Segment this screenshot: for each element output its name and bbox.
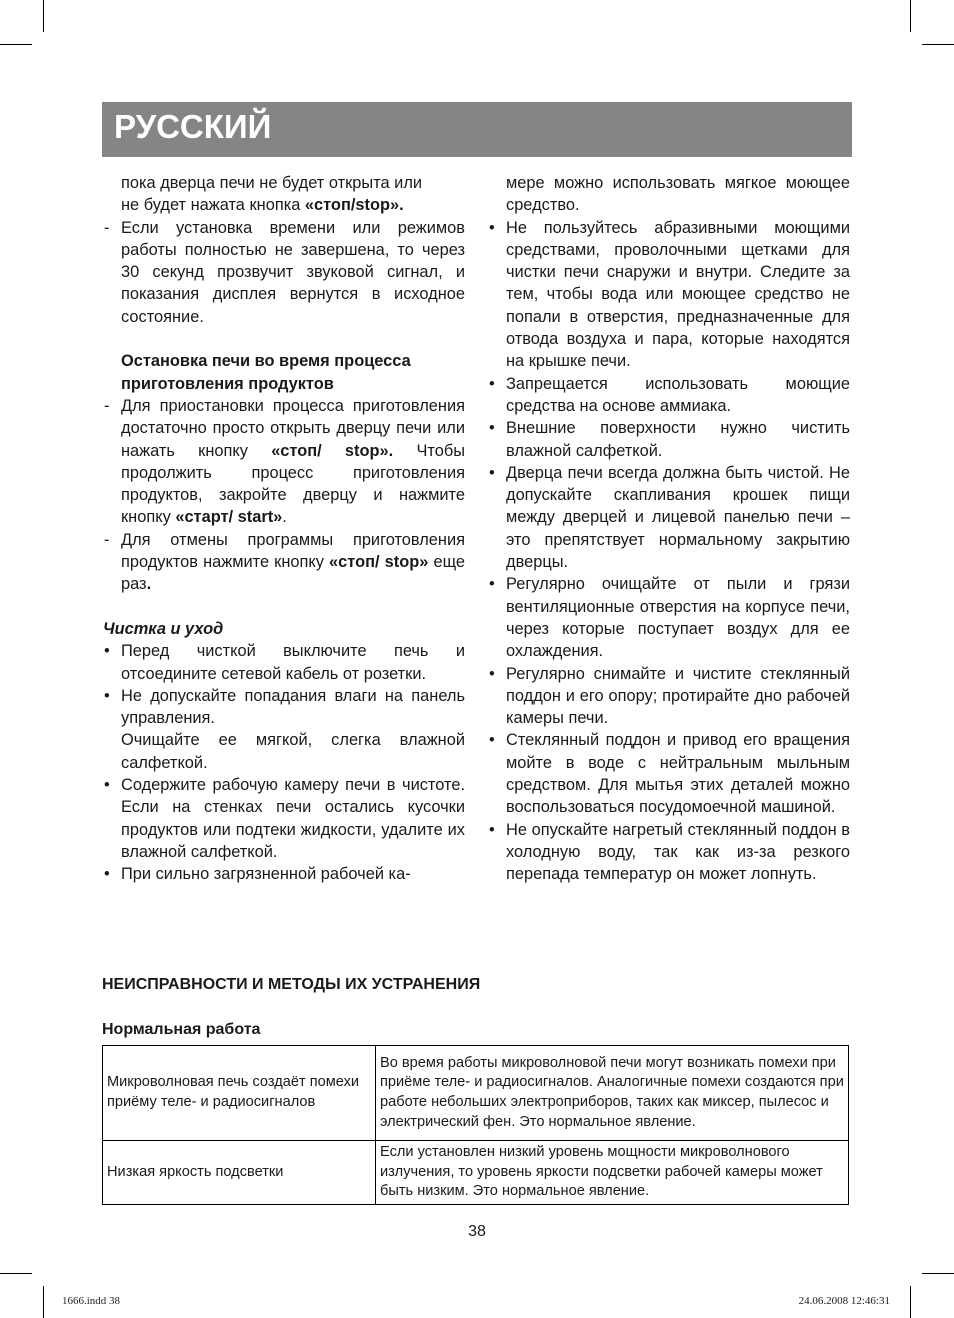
page-number: 38 [468,1223,486,1240]
crop-mark [910,0,911,32]
list-item: • Стеклянный поддон и привод его вращения мойте в воде с нейтральным мыльным средством. Для мытья этих деталей можно воспользоваться посудомоечной машиной. [489,731,850,817]
bullet-marker: • [489,463,495,482]
faults-table [102,1045,849,1205]
list-item: • Внешние поверхности нужно чистить влажной салфеткой. [489,419,850,460]
dash-marker: - [104,396,110,415]
language-header [102,102,852,157]
bullet-marker: • [489,374,495,393]
crop-mark [910,1286,911,1318]
bullet-marker: • [489,731,495,750]
table-row [103,1046,849,1141]
list-item: • При сильно загрязненной рабочей ка- [103,863,465,885]
bullet-marker: • [104,686,110,705]
right-column [488,172,850,886]
dash-marker: - [104,530,110,549]
crop-mark [0,44,32,45]
explanation-cell: Во время работы микроволновой печи могут возникать помехи при приёме теле- и радиосигналов. Аналогичные помехи создаются при работе небольших электроприборов, таких как миксер, пылесос и электрический фен. Это нормальное явление. [376,1046,849,1141]
list-item: • Перед чисткой выключите печь и отсоедините сетевой кабель от розетки. [104,642,465,683]
faults-title: НЕИСПРАВНОСТИ И МЕТОДЫ ИХ УСТРАНЕНИЯ [102,976,481,993]
list-item: - Если установка времени или режимов работы полностью не завершена, то через 30 секунд прозвучит звуковой сигнал, и показания дисплея вернутся в исходное состояние. [104,218,465,326]
bullet-marker: • [489,419,495,438]
crop-mark [0,1273,32,1274]
list-item: - Для приостановки процесса приготовления достаточно просто открыть дверцу печи или нажать кнопку «стоп/ stop». Чтобы продолжить процесс приготовления продуктов, закройте дверцу и нажмите кнопку «старт/ start». [104,396,465,527]
crop-mark [43,1286,44,1318]
left-column [103,172,465,886]
section-heading: Остановка печи во время процесса приготовления продуктов [121,352,411,393]
bullet-marker: • [104,642,110,661]
problem-cell: Микроволновая печь создаёт помехи приёму теле- и радиосигналов [103,1046,376,1141]
list-item: • Запрещается использовать моющие средства на основе аммиака. [489,374,850,415]
list-item: • Регулярно очищайте от пыли и грязи вентиляционные отверстия на корпусе печи, через которые поступает воздух для ее охлаждения. [489,575,850,661]
list-item: - Для отмены программы приготовления продуктов нажмите кнопку «стоп/ stop» еще раз. [104,530,465,594]
list-item: • Содержите рабочую камеру печи в чистоте. Если на стенках печи остались кусочки продуктов или подтеки жидкости, удалите их влажной салфеткой. [104,776,465,861]
list-item: • Не пользуйтесь абразивными моющими средствами, проволочными щетками для чистки печи снаружи и внутри. Следите за тем, чтобы вода или моющее средство не попали в отверстия, предназначенные для отвода воздуха и пара, которые находятся на крышке печи. [489,218,850,371]
crop-mark [922,44,954,45]
bullet-marker: • [104,776,110,795]
explanation-cell: Если установлен низкий уровень мощности микроволнового излучения, то уровень яркости подсветки рабочей камеры может быть низким. Это нормальное явление. [376,1141,849,1205]
language-title: РУССКИЙ [114,108,272,145]
continued-text: мере можно использовать мягкое моющее средство. [506,174,850,215]
list-item-continuation: Очищайте ее мягкой, слегка влажной салфеткой. [121,731,465,772]
dash-marker: - [104,218,110,237]
timestamp-slug: 24.06.2008 12:46:31 [798,1295,890,1307]
continued-text: пока дверца печи не будет открыта или не будет нажата кнопка «стоп/stop». [121,174,423,215]
crop-mark [922,1273,954,1274]
faults-subtitle: Нормальная работа [102,1021,261,1038]
table-row [103,1141,849,1205]
bullet-marker: • [489,820,495,839]
problem-cell: Низкая яркость подсветки [103,1141,376,1205]
list-item: • Дверца печи всегда должна быть чистой. Не допускайте скапливания крошек пищи между дверцей и лицевой панелью печи – это препятствует нормальному закрытию дверцы. [489,463,850,572]
bullet-marker: • [104,865,110,884]
file-slug: 1666.indd 38 [62,1295,121,1307]
list-item: • Не допускайте попадания влаги на панель управления. [104,686,465,728]
list-item: • Регулярно снимайте и чистите стеклянный поддон и его опору; протирайте дно рабочей камеры печи. [489,664,850,728]
crop-mark [43,0,44,32]
care-heading: Чистка и уход [103,619,224,638]
bullet-marker: • [489,218,495,237]
bullet-marker: • [489,664,495,683]
list-item: • Не опускайте нагретый стеклянный поддон в холодную воду, так как из-за резкого перепада температур он может лопнуть. [489,820,850,884]
bullet-marker: • [489,575,495,594]
